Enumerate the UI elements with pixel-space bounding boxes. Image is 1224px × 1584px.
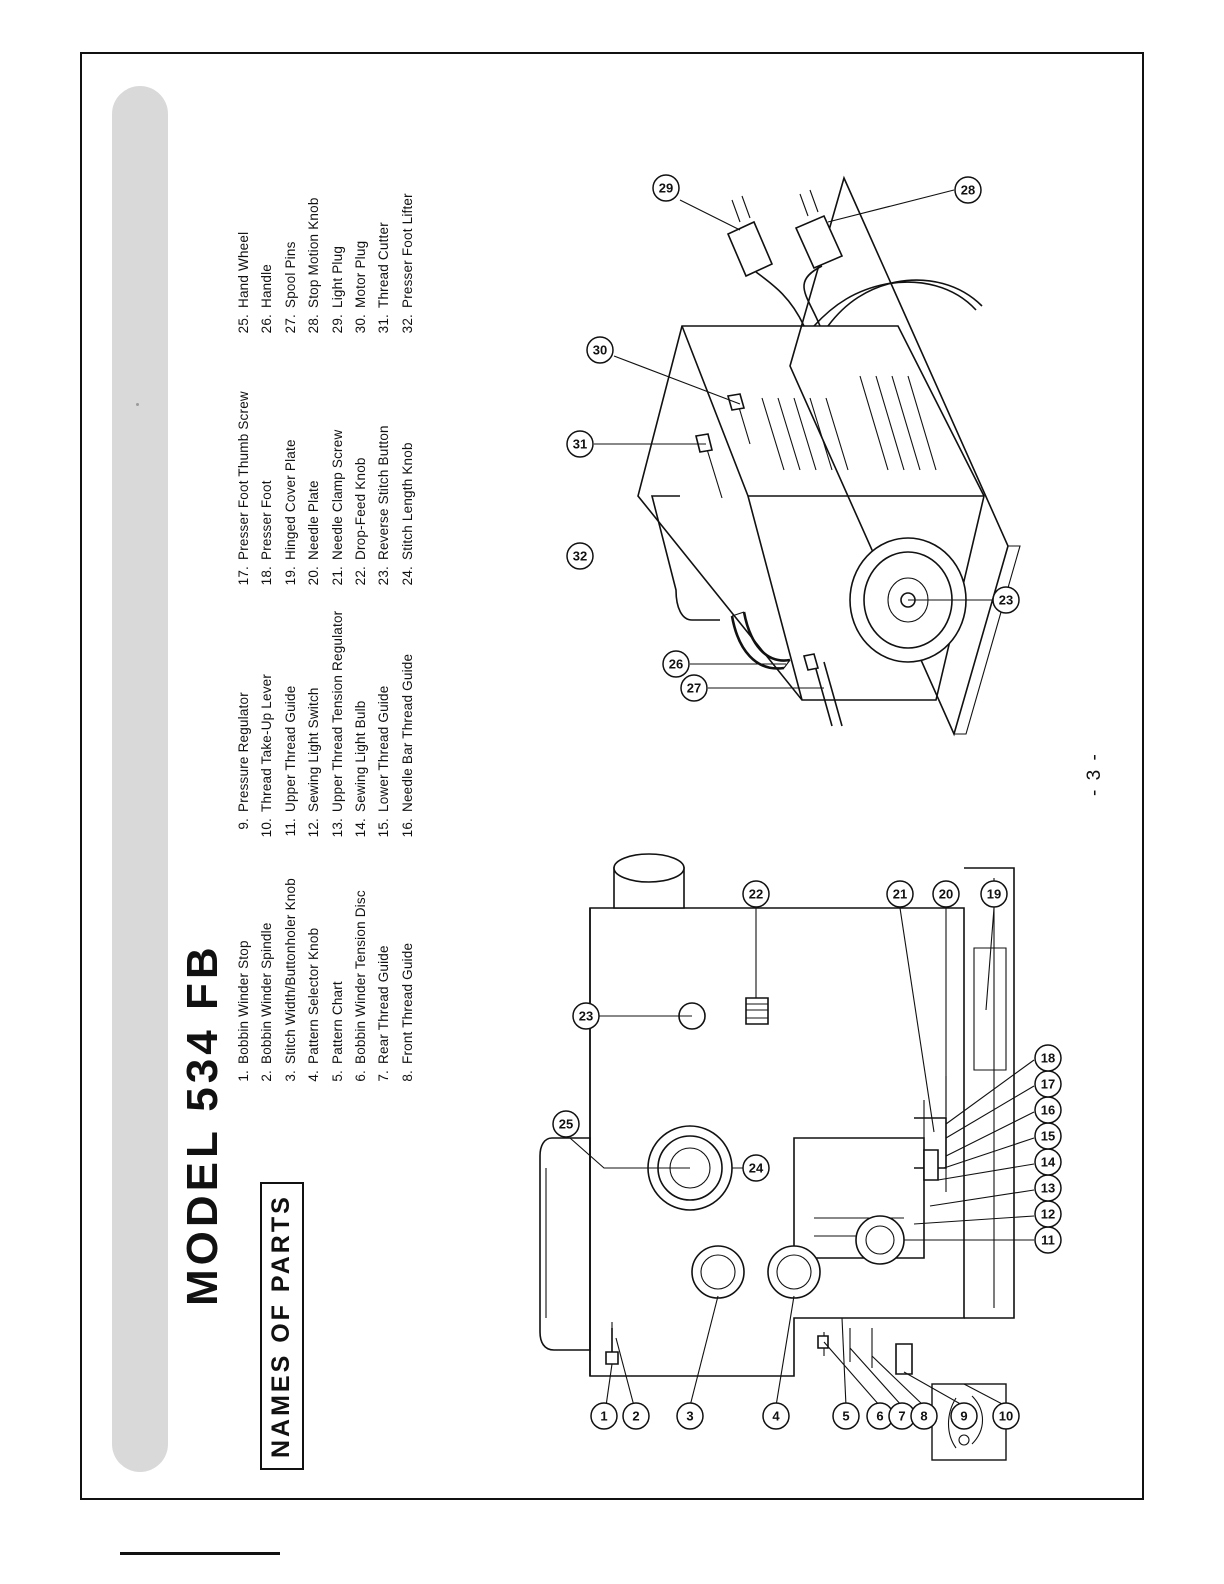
list-item: [396, 342, 419, 592]
svg-text:6: 6: [876, 1408, 884, 1424]
svg-text:24: 24: [748, 1160, 764, 1176]
list-item: [326, 594, 349, 844]
svg-text:4: 4: [772, 1408, 780, 1424]
part-number: 5.: [329, 1070, 345, 1082]
part-number: 32.: [399, 314, 415, 334]
list-item: [302, 90, 325, 340]
svg-text:31: 31: [572, 436, 588, 452]
callout-24: [743, 1155, 769, 1181]
part-label: Sewing Light Switch: [306, 687, 322, 812]
svg-text:5: 5: [842, 1408, 850, 1424]
part-label: Hinged Cover Plate: [282, 439, 298, 560]
list-item: [232, 90, 255, 340]
parts-column-3: [232, 342, 419, 592]
part-number: 14.: [353, 818, 369, 838]
part-label: Lower Thread Guide: [376, 685, 392, 812]
svg-text:15: 15: [1040, 1128, 1056, 1144]
list-item: [232, 594, 255, 844]
callout-1: [591, 1403, 617, 1429]
part-label: Stitch Length Knob: [399, 442, 415, 560]
callout-5: [833, 1403, 859, 1429]
list-item: [349, 594, 372, 844]
part-number: 22.: [353, 566, 369, 586]
callout-21: [887, 881, 913, 907]
list-item: [396, 594, 419, 844]
callout-14: [1035, 1149, 1061, 1175]
svg-text:1: 1: [600, 1408, 608, 1424]
part-label: Front Thread Guide: [399, 942, 415, 1064]
svg-text:21: 21: [892, 886, 908, 902]
svg-text:9: 9: [960, 1408, 968, 1424]
part-number: 13.: [329, 818, 345, 838]
part-label: Sewing Light Bulb: [353, 700, 369, 812]
callout-22: [743, 881, 769, 907]
callout-3: [677, 1403, 703, 1429]
svg-text:20: 20: [938, 886, 954, 902]
list-item: [372, 594, 395, 844]
part-label: Reverse Stitch Button: [376, 425, 392, 560]
part-label: Motor Plug: [353, 240, 369, 308]
list-item: [349, 846, 372, 1096]
part-number: 28.: [306, 314, 322, 334]
callout-17: [1035, 1071, 1061, 1097]
callout-12: [1035, 1201, 1061, 1227]
part-number: 25.: [236, 314, 251, 334]
svg-text:18: 18: [1040, 1050, 1056, 1066]
svg-text:25: 25: [558, 1116, 574, 1132]
part-label: Stitch Width/Buttonholer Knob: [282, 878, 298, 1064]
list-item: [349, 90, 372, 340]
page-header-band: [112, 86, 168, 1472]
callout-9: [951, 1403, 977, 1429]
callout-4: [763, 1403, 789, 1429]
list-item: [232, 342, 255, 592]
manual-page: [80, 52, 1144, 1500]
part-number: 8.: [399, 1070, 415, 1082]
svg-text:19: 19: [986, 886, 1002, 902]
parts-list: [232, 86, 482, 1096]
part-label: Needle Plate: [306, 480, 322, 560]
part-number: 10.: [259, 818, 275, 838]
callout-23: [573, 1003, 599, 1029]
part-label: Needle Bar Thread Guide: [399, 653, 415, 812]
svg-text:8: 8: [920, 1408, 928, 1424]
part-label: Presser Foot Thumb Screw: [236, 391, 251, 560]
part-number: 1.: [236, 1070, 251, 1082]
list-item: [372, 90, 395, 340]
part-label: Hand Wheel: [236, 231, 251, 308]
scan-crop-mark: [120, 1552, 280, 1555]
part-label: Thread Cutter: [376, 222, 392, 308]
svg-text:13: 13: [1040, 1180, 1056, 1196]
callout-28: [955, 177, 981, 203]
callout-10: [993, 1403, 1019, 1429]
parts-column-4: [232, 90, 419, 340]
part-number: 3.: [282, 1070, 298, 1082]
scan-speck: [136, 403, 139, 406]
svg-text:7: 7: [898, 1408, 906, 1424]
part-label: Rear Thread Guide: [376, 945, 392, 1064]
list-item: [255, 90, 278, 340]
part-label: Needle Clamp Screw: [329, 429, 345, 560]
list-item: [255, 846, 278, 1096]
part-number: 23.: [376, 566, 392, 586]
callout-25: [553, 1111, 579, 1137]
section-title: NAMES OF PARTS: [260, 1182, 304, 1470]
callout-11: [1035, 1227, 1061, 1253]
part-number: 21.: [329, 566, 345, 586]
part-label: Thread Take-Up Lever: [259, 673, 275, 812]
svg-text:23: 23: [998, 592, 1014, 608]
list-item: [349, 342, 372, 592]
svg-text:2: 2: [632, 1408, 640, 1424]
part-label: Drop-Feed Knob: [353, 457, 369, 560]
callout-19: [981, 881, 1007, 907]
part-number: 24.: [399, 566, 415, 586]
list-item: [255, 342, 278, 592]
list-item: [372, 846, 395, 1096]
part-number: 27.: [282, 314, 298, 334]
part-label: Bobbin Winder Spindle: [259, 922, 275, 1064]
part-number: 30.: [353, 314, 369, 334]
part-label: Upper Thread Guide: [282, 685, 298, 812]
svg-text:16: 16: [1040, 1102, 1056, 1118]
list-item: [279, 342, 302, 592]
list-item: [326, 846, 349, 1096]
svg-text:3: 3: [686, 1408, 694, 1424]
part-number: 15.: [376, 818, 392, 838]
svg-text:27: 27: [686, 680, 702, 696]
list-item: [302, 846, 325, 1096]
svg-text:23: 23: [578, 1008, 594, 1024]
part-label: Presser Foot Lifter: [399, 193, 415, 308]
callout-27: [681, 675, 707, 701]
list-item: [302, 594, 325, 844]
callout-30: [587, 337, 613, 363]
list-item: [372, 342, 395, 592]
part-label: Spool Pins: [282, 241, 298, 308]
list-item: [326, 342, 349, 592]
part-label: Presser Foot: [259, 480, 275, 560]
list-item: [279, 90, 302, 340]
list-item: [396, 90, 419, 340]
callout-32: [567, 543, 593, 569]
part-number: 31.: [376, 314, 392, 334]
callout-16: [1035, 1097, 1061, 1123]
page-content-landscape: [84, 56, 1140, 1496]
part-number: 29.: [329, 314, 345, 334]
svg-text:29: 29: [658, 180, 674, 196]
part-label: Handle: [259, 264, 275, 308]
callout-18: [1035, 1045, 1061, 1071]
parts-column-2: [232, 594, 419, 844]
part-label: Pressure Regulator: [236, 692, 251, 812]
svg-text:28: 28: [960, 182, 976, 198]
part-label: Pattern Chart: [329, 981, 345, 1064]
svg-text:12: 12: [1040, 1206, 1056, 1222]
list-item: [279, 846, 302, 1096]
part-number: 7.: [376, 1070, 392, 1082]
rear-view-figure: [484, 156, 1044, 796]
svg-text:22: 22: [748, 886, 764, 902]
callout-23-rear: [993, 587, 1019, 613]
svg-text:11: 11: [1041, 1232, 1055, 1248]
part-number: 18.: [259, 566, 275, 586]
callout-13: [1035, 1175, 1061, 1201]
front-view-figure: [494, 828, 1094, 1468]
list-item: [326, 90, 349, 340]
svg-text:17: 17: [1040, 1076, 1056, 1092]
callout-15: [1035, 1123, 1061, 1149]
part-number: 6.: [353, 1070, 369, 1082]
list-item: [396, 846, 419, 1096]
page-number: - 3 -: [1084, 752, 1105, 796]
part-number: 11.: [282, 818, 298, 837]
part-number: 26.: [259, 314, 275, 334]
part-number: 12.: [306, 818, 322, 838]
part-label: Bobbin Winder Tension Disc: [353, 890, 369, 1064]
part-label: Stop Motion Knob: [306, 197, 322, 308]
list-item: [302, 342, 325, 592]
part-label: Light Plug: [329, 245, 345, 308]
callout-29: [653, 175, 679, 201]
svg-text:10: 10: [998, 1408, 1014, 1424]
list-item: [232, 846, 255, 1096]
svg-text:14: 14: [1040, 1154, 1056, 1170]
part-label: Bobbin Winder Stop: [236, 940, 251, 1064]
callout-20: [933, 881, 959, 907]
part-label: Pattern Selector Knob: [306, 927, 322, 1064]
part-number: 19.: [282, 566, 298, 586]
svg-text:32: 32: [572, 548, 588, 564]
callout-26: [663, 651, 689, 677]
part-number: 2.: [259, 1070, 275, 1082]
callout-31: [567, 431, 593, 457]
model-title: MODEL 534 FB: [178, 943, 227, 1306]
list-item: [255, 594, 278, 844]
svg-text:26: 26: [668, 656, 684, 672]
list-item: [279, 594, 302, 844]
part-number: 4.: [306, 1070, 322, 1082]
callout-8: [911, 1403, 937, 1429]
parts-column-1: [232, 846, 419, 1096]
part-number: 16.: [399, 818, 415, 838]
svg-text:30: 30: [592, 342, 608, 358]
part-number: 9.: [236, 818, 251, 830]
part-number: 20.: [306, 566, 322, 586]
callout-2: [623, 1403, 649, 1429]
part-label: Upper Thread Tension Regulator: [329, 610, 345, 812]
part-number: 17.: [236, 566, 251, 586]
